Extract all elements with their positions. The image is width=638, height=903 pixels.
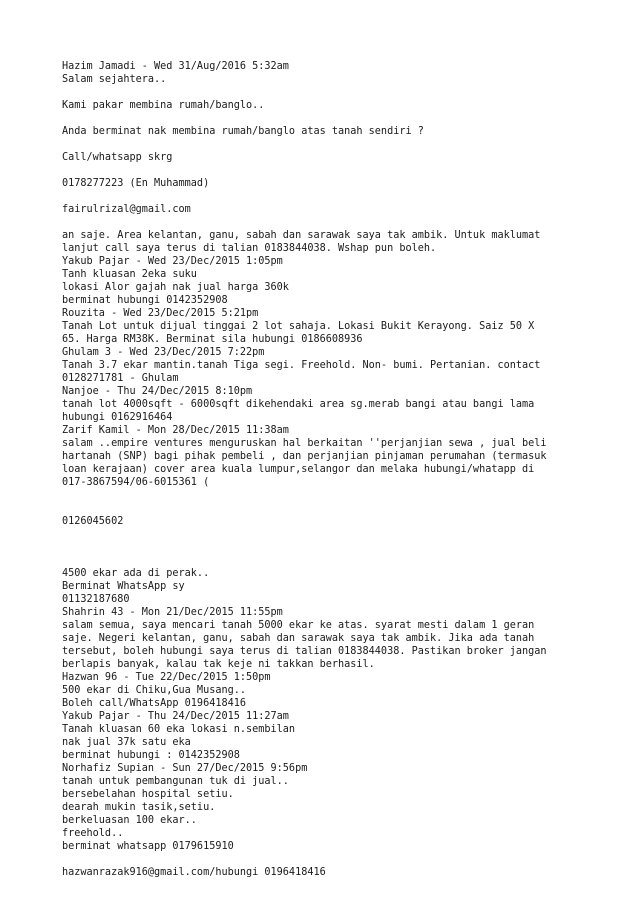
question-line: Anda berminat nak membina rumah/banglo atas tanah sendiri ?: [62, 126, 424, 137]
text-line: 500 ekar di Chiku,Gua Musang..: [62, 685, 247, 696]
text-line: lokasi Alor gajah nak jual harga 360k: [62, 282, 289, 293]
text-line: Hazwan 96 - Tue 22/Dec/2015 1:50pm: [62, 672, 271, 683]
text-line: 4500 ekar ada di perak..: [62, 568, 210, 579]
text-line: loan kerajaan) cover area kuala lumpur,selangor dan melaka hubungi/whatapp di: [62, 464, 535, 475]
text-line: berminat hubungi 0142352908: [62, 295, 228, 306]
standalone-number: 0126045602: [62, 516, 124, 527]
text-line: hubungi 0162916464: [62, 412, 173, 423]
text-line: freehold..: [62, 828, 124, 839]
text-line: Berminat WhatsApp sy: [62, 581, 185, 592]
text-line: salam semua, saya mencari tanah 5000 ekar ke atas. syarat mesti dalam 1 geran: [62, 620, 535, 631]
text-line: bersebelahan hospital setiu.: [62, 789, 234, 800]
text-line: tersebut, boleh hubungi saya terus di talian 0183844038. Pastikan broker jangan: [62, 646, 547, 657]
text-line: Yakub Pajar - Thu 24/Dec/2015 11:27am: [62, 711, 289, 722]
author-line: Hazim Jamadi - Wed 31/Aug/2016 5:32am: [62, 61, 289, 72]
phone-line: 0178277223 (En Muhammad): [62, 178, 210, 189]
document-content: [62, 60, 607, 879]
text-line: nak jual 37k satu eka: [62, 737, 191, 748]
text-line: 01132187680: [62, 594, 130, 605]
text-line: berlapis banyak, kalau tak keje ni takkan berhasil.: [62, 659, 375, 670]
text-line: berminat hubungi : 0142352908: [62, 750, 240, 761]
text-line: tanah untuk pembangunan tuk di jual..: [62, 776, 289, 787]
intro-line: Kami pakar membina rumah/banglo..: [62, 100, 265, 111]
text-line: tanah lot 4000sqft - 6000sqft dikehendaki area sg.merab bangi atau bangi lama: [62, 399, 535, 410]
text-line: Tanah Lot untuk dijual tinggai 2 lot sahaja. Lokasi Bukit Kerayong. Saiz 50 X: [62, 321, 535, 332]
footer-contact-line: hazwanrazak916@gmail.com/hubungi 0196418416: [62, 867, 326, 878]
text-line: Tanah 3.7 ekar mantin.tanah Tiga segi. Freehold. Non- bumi. Pertanian. contact: [62, 360, 541, 371]
call-line: Call/whatsapp skrg: [62, 152, 173, 163]
text-line: 65. Harga RM38K. Berminat sila hubungi 0186608936: [62, 334, 363, 345]
text-line: Zarif Kamil - Mon 28/Dec/2015 11:38am: [62, 425, 289, 436]
text-line: Rouzita - Wed 23/Dec/2015 5:21pm: [62, 308, 259, 319]
email-line: fairulrizal@gmail.com: [62, 204, 191, 215]
greeting-line: Salam sejahtera..: [62, 74, 167, 85]
text-line: Nanjoe - Thu 24/Dec/2015 8:10pm: [62, 386, 253, 397]
text-line: hartanah (SNP) bagi pihak pembeli , dan perjanjian pinjaman perumahan (termasuk: [62, 451, 547, 462]
text-line: 017-3867594/06-6015361 (: [62, 477, 210, 488]
text-line: Boleh call/WhatsApp 0196418416: [62, 698, 247, 709]
text-line: lanjut call saya terus di talian 0183844038. Wshap pun boleh.: [62, 243, 437, 254]
text-line: berkeluasan 100 ekar..: [62, 815, 197, 826]
text-line: Tanh kluasan 2eka suku: [62, 269, 197, 280]
text-line: Shahrin 43 - Mon 21/Dec/2015 11:55pm: [62, 607, 283, 618]
text-line: berminat whatsapp 0179615910: [62, 841, 234, 852]
text-line: 0128271781 - Ghulam: [62, 373, 179, 384]
text-line: Yakub Pajar - Wed 23/Dec/2015 1:05pm: [62, 256, 283, 267]
text-line: salam ..empire ventures menguruskan hal berkaitan ''perjanjian sewa , jual beli: [62, 438, 547, 449]
text-line: Ghulam 3 - Wed 23/Dec/2015 7:22pm: [62, 347, 265, 358]
text-line: an saje. Area kelantan, ganu, sabah dan sarawak saya tak ambik. Untuk maklumat: [62, 230, 541, 241]
text-line: Norhafiz Supian - Sun 27/Dec/2015 9:56pm: [62, 763, 308, 774]
text-line: dearah mukin tasik,setiu.: [62, 802, 216, 813]
text-line: saje. Negeri kelantan, ganu, sabah dan sarawak saya tak ambik. Jika ada tanah: [62, 633, 535, 644]
text-line: Tanah kluasan 60 eka lokasi n.sembilan: [62, 724, 296, 735]
